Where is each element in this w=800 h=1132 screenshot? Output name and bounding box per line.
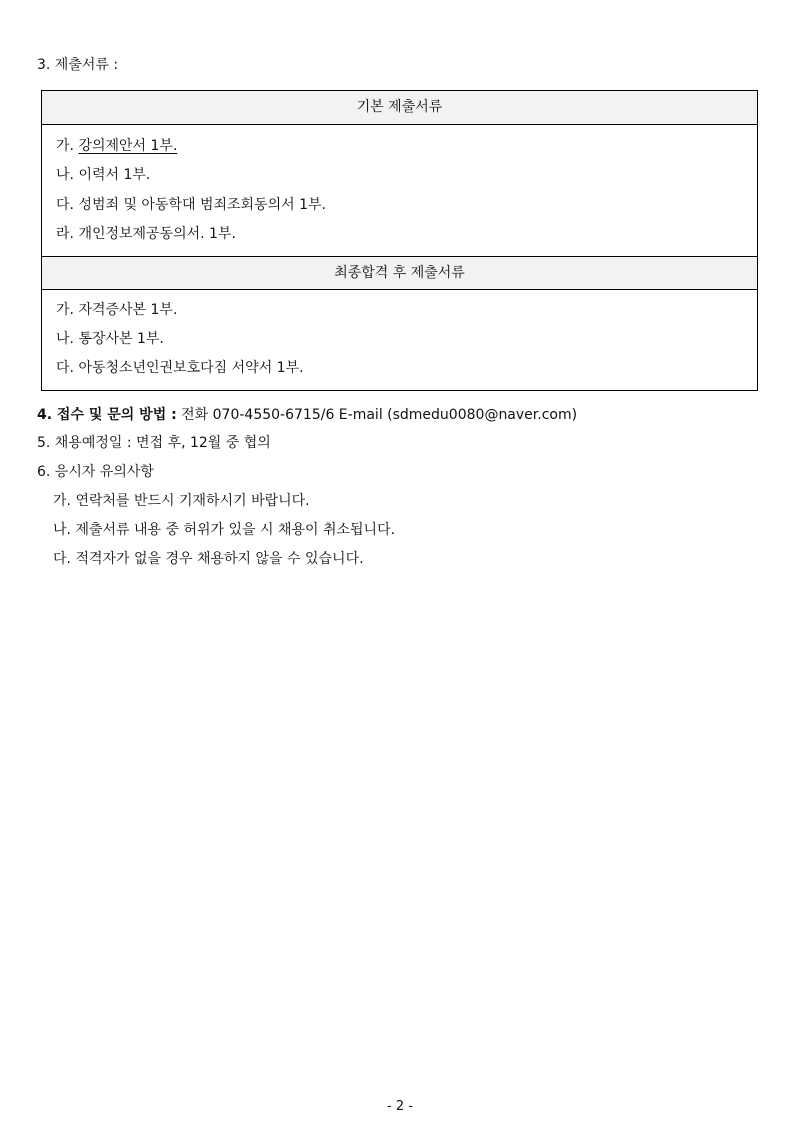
item-prefix: 다. [53, 551, 71, 567]
notice-item-1 [53, 491, 310, 511]
section-6-heading: 6. 응시자 유의사항 [37, 464, 154, 480]
documents-table [41, 90, 758, 391]
final-item-2 [56, 329, 164, 349]
basic-item-2 [56, 165, 150, 185]
item-text: 통장사본 1부. [78, 331, 164, 347]
item-prefix: 나. [53, 522, 71, 538]
item-text: 아동청소년인권보호다짐 서약서 1부. [78, 360, 304, 376]
item-text: 성범죄 및 아동학대 범죄조회동의서 1부. [78, 197, 326, 213]
item-prefix: 나. [56, 167, 74, 183]
item-text: 개인정보제공동의서. 1부. [78, 226, 236, 242]
item-prefix: 가. [56, 302, 74, 318]
item-text: 강의제안서 1부. [78, 138, 178, 154]
notice-item-2 [53, 520, 395, 540]
item-text: 자격증사본 1부. [78, 302, 178, 318]
final-item-3 [56, 358, 304, 378]
section-5-schedule: 5. 채용예정일 : 면접 후, 12월 중 협의 [37, 435, 271, 451]
final-item-1 [56, 300, 177, 320]
item-prefix: 다. [56, 197, 74, 213]
basic-documents-header: 기본 제출서류 [42, 91, 757, 125]
item-prefix: 다. [56, 360, 74, 376]
item-text: 이력서 1부. [78, 167, 151, 183]
item-text: 적격자가 없을 경우 채용하지 않을 수 있습니다. [75, 551, 364, 567]
item-text: 연락처를 반드시 기재하시기 바랍니다. [75, 493, 310, 509]
contact-label: 4. 접수 및 문의 방법 : [37, 407, 177, 423]
item-text: 제출서류 내용 중 허위가 있을 시 채용이 취소됩니다. [75, 522, 396, 538]
final-documents-header: 최종합격 후 제출서류 [42, 256, 757, 290]
contact-value: 전화 070-4550-6715/6 E-mail (sdmedu0080@naver.com) [181, 407, 578, 423]
item-prefix: 가. [56, 138, 74, 154]
notice-item-3 [53, 549, 364, 569]
item-prefix: 라. [56, 226, 74, 242]
section-3-heading: 3. 제출서류 : [37, 57, 119, 73]
basic-item-3 [56, 195, 326, 215]
item-prefix: 가. [53, 493, 71, 509]
page-number: - 2 - [387, 1099, 413, 1114]
basic-item-1 [56, 136, 177, 156]
basic-item-4 [56, 224, 236, 244]
section-4-contact [37, 405, 577, 425]
item-prefix: 나. [56, 331, 74, 347]
